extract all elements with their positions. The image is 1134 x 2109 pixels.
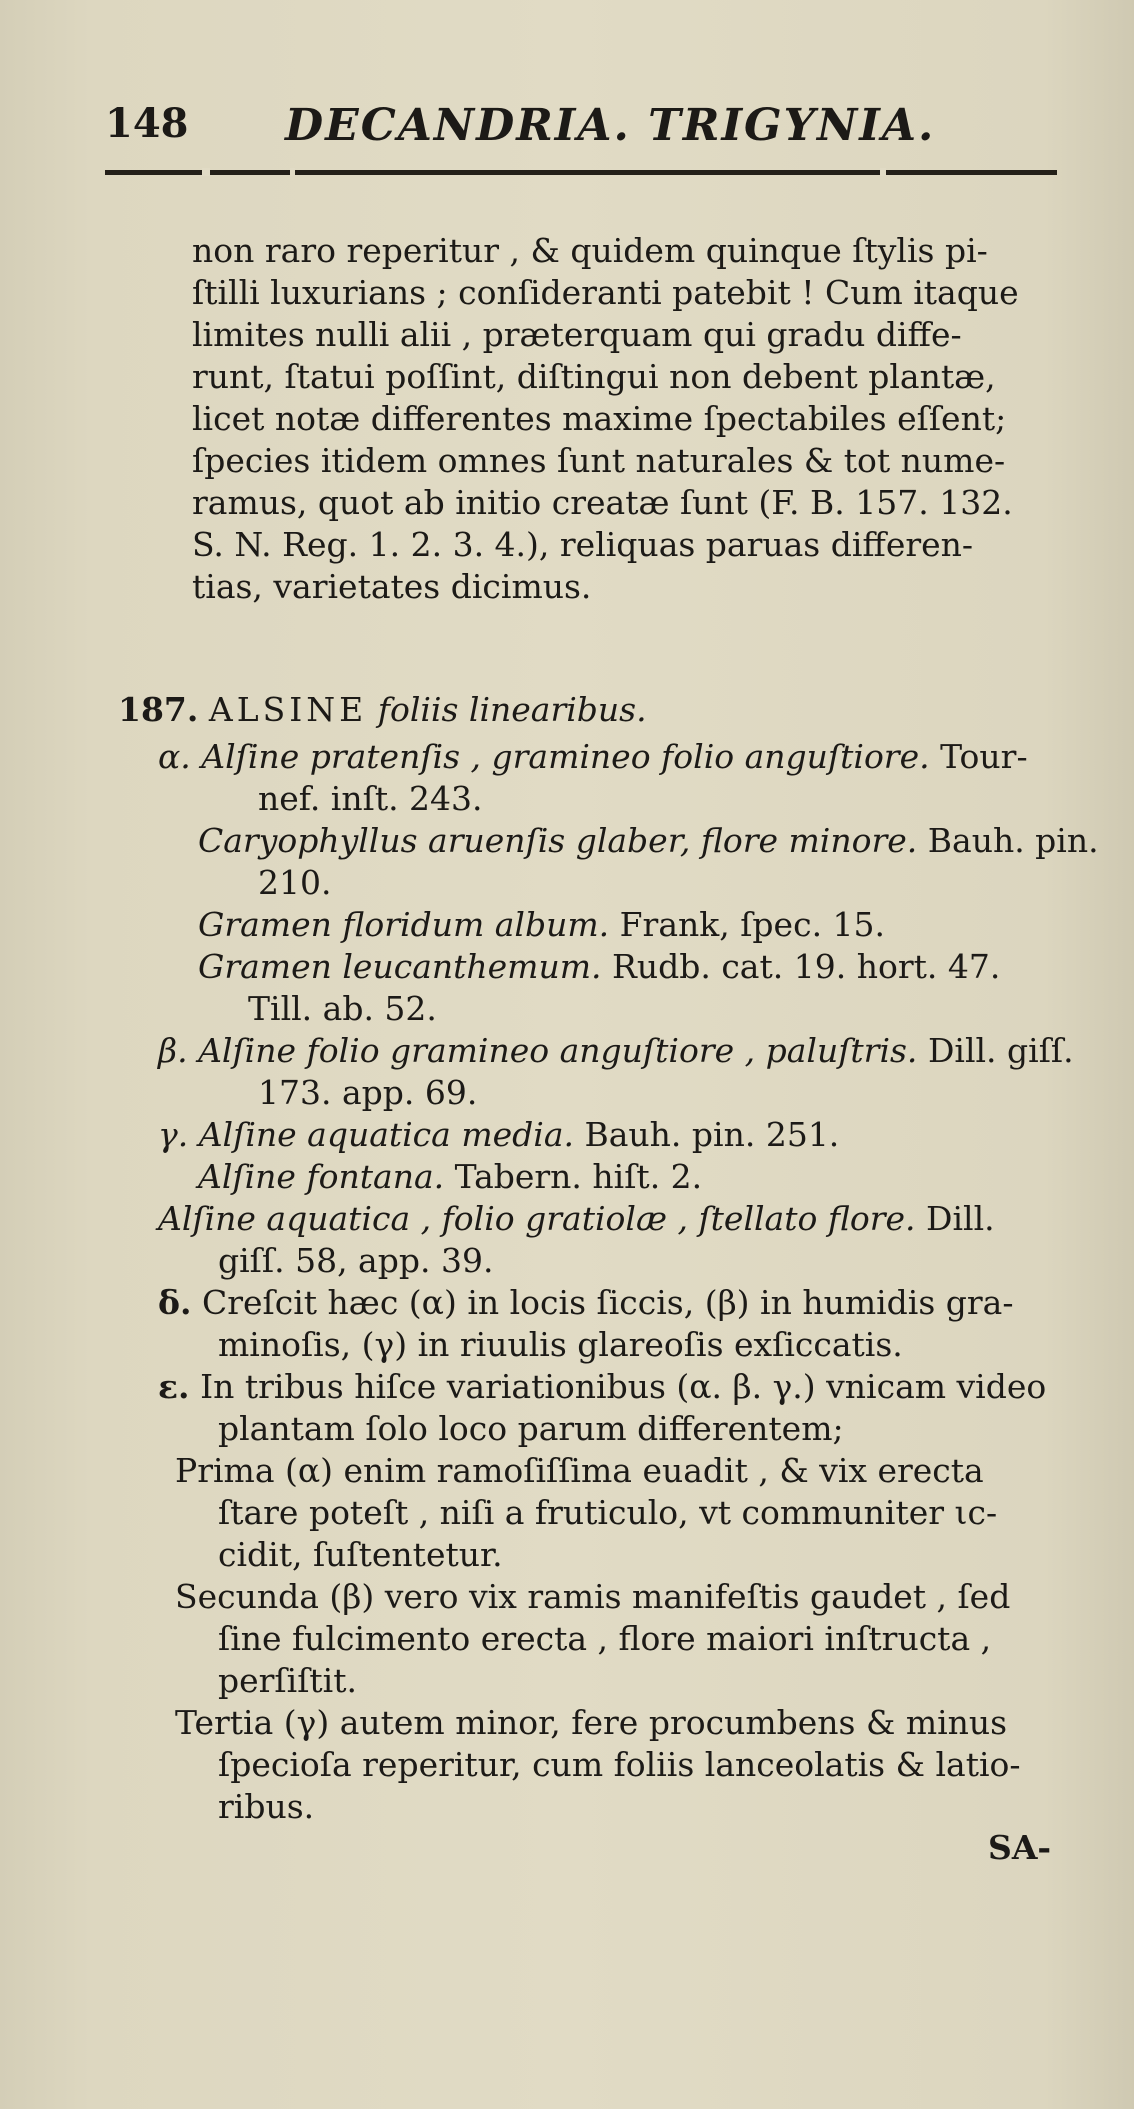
synonym-line — [198, 1157, 702, 1197]
synonym-citation: Rudb. cat. 19. hort. 47. — [612, 947, 1001, 986]
text-line: non raro reperitur , & quidem quinque ſtylis pi- — [192, 231, 988, 270]
citation-line: Till. ab. 52. — [248, 989, 437, 1028]
text-line: ſtilli luxurians ; conſideranti patebit ! Cum itaque — [192, 273, 1019, 312]
citation-line: nef. inſt. 243. — [258, 779, 483, 818]
synonym-line — [198, 905, 885, 945]
synonym-line — [158, 737, 1028, 777]
text-line: limites nulli alii , præterquam qui gradu diffe- — [192, 315, 962, 354]
variety-marker: ε. — [158, 1367, 190, 1406]
rule-gap — [290, 168, 295, 176]
synonym-citation: Bauh. pin. — [927, 821, 1099, 860]
text-line: licet notæ differentes maxime ſpectabiles eſſent; — [192, 399, 1007, 438]
synonym-citation: Bauh. pin. 251. — [584, 1115, 840, 1154]
synonym-name: Caryophyllus aruenſis glaber, flore minore. — [198, 821, 918, 860]
citation-line: 210. — [258, 863, 332, 902]
note-line: Tertia (γ) autem minor, fere procumbens & minus — [175, 1703, 1008, 1742]
synonym-line — [158, 1031, 1074, 1071]
note-line: Secunda (β) vero vix ramis manifeſtis gaudet , ſed — [175, 1577, 1011, 1616]
variety-marker: α. — [158, 737, 191, 776]
variety-marker: β. — [158, 1031, 188, 1070]
entry-diagnosis: foliis linearibus. — [377, 690, 647, 729]
synonym-name: Alſine pratenſis , gramineo folio anguſtiore. — [201, 737, 930, 776]
note-line: ſpecioſa reperitur, cum foliis lanceolatis & latio- — [218, 1745, 1021, 1784]
variety-marker: δ. — [158, 1283, 192, 1322]
citation-line: giſſ. 58, app. 39. — [218, 1241, 494, 1280]
synonym-line — [158, 1115, 839, 1155]
note-text: In tribus hiſce variationibus (α. β. γ.) vnicam video — [200, 1367, 1047, 1406]
page-number: 148 — [105, 100, 189, 147]
text-line: runt, ſtatui poſſint, diſtingui non debent plantæ, — [192, 357, 996, 396]
rule-gap — [202, 168, 210, 176]
synonym-name: Gramen leucanthemum. — [198, 947, 602, 986]
text-line: S. N. Reg. 1. 2. 3. 4.), reliquas paruas differen- — [192, 525, 974, 564]
header-rule — [105, 170, 1057, 175]
note-line: plantam ſolo loco parum differentem; — [218, 1409, 844, 1448]
text-line: ramus, quot ab initio creatæ ſunt (F. B. 157. 132. — [192, 483, 1013, 522]
synonym-citation: Tabern. hiſt. 2. — [454, 1157, 703, 1196]
synonym-line — [158, 1199, 995, 1239]
note-line: cidit, ſuſtentetur. — [218, 1535, 503, 1574]
entry-name: ALSINE — [208, 690, 368, 729]
note-line: minoſis, (γ) in riuulis glareoſis exſiccatis. — [218, 1325, 903, 1364]
entry-number: 187. — [118, 690, 199, 729]
synonym-name: Gramen floridum album. — [198, 905, 610, 944]
synonym-citation: Dill. — [926, 1199, 995, 1238]
synonym-citation: Dill. giſſ. — [927, 1031, 1074, 1070]
synonym-citation: Tour- — [940, 737, 1028, 776]
entry-heading — [118, 690, 647, 730]
page-header — [105, 100, 1065, 150]
synonym-name: Alſine aquatica media. — [198, 1115, 574, 1154]
variety-marker: γ. — [158, 1115, 189, 1154]
catchword: SA- — [988, 1828, 1052, 1867]
rule-gap — [880, 168, 886, 176]
note-line: ſtare poteſt , niſi a fruticulo, vt communiter ιc- — [218, 1493, 998, 1532]
note-line: Prima (α) enim ramoſiſſima euadit , & vix erecta — [175, 1451, 984, 1490]
note-line — [158, 1367, 1046, 1407]
synonym-line — [198, 947, 1000, 987]
note-line: ribus. — [218, 1787, 315, 1826]
text-line: tias, varietates dicimus. — [192, 567, 592, 606]
note-text: Creſcit hæc (α) in locis ſiccis, (β) in humidis gra- — [202, 1283, 1014, 1322]
text-line: ſpecies itidem omnes ſunt naturales & tot nume- — [192, 441, 1006, 480]
synonym-name: Alſine aquatica , folio gratiolæ , ſtellato flore. — [158, 1199, 916, 1238]
note-line: ſine fulcimento erecta , flore maiori inſtructa , — [218, 1619, 992, 1658]
synonym-line — [198, 821, 1099, 861]
note-line: perſiſtit. — [218, 1661, 357, 1700]
synonym-name: Alſine folio gramineo anguſtiore , paluſtris. — [198, 1031, 918, 1070]
citation-line: 173. app. 69. — [258, 1073, 478, 1112]
running-title: DECANDRIA. TRIGYNIA. — [285, 100, 936, 151]
synonym-name: Alſine fontana. — [198, 1157, 445, 1196]
synonym-citation: Frank, ſpec. 15. — [619, 905, 886, 944]
note-line — [158, 1283, 1014, 1323]
